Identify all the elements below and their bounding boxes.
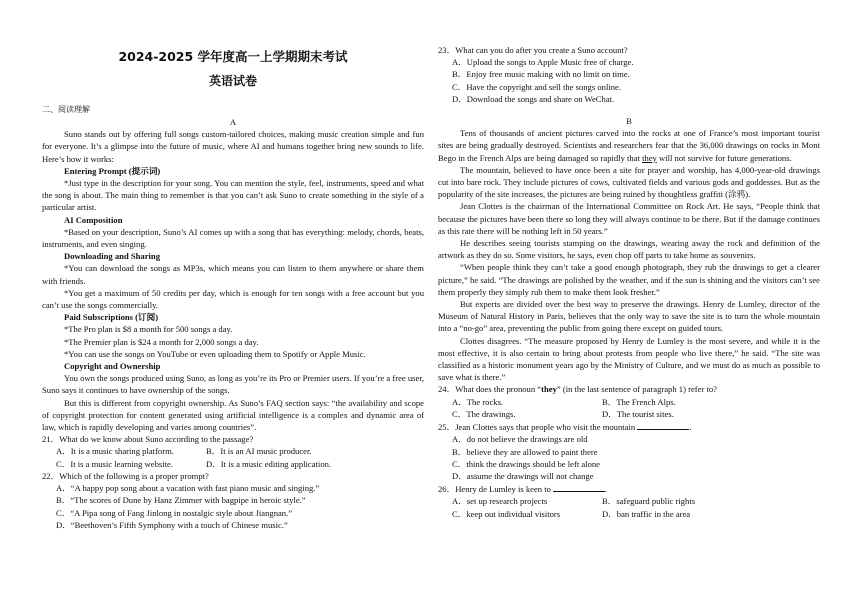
passage-b-para-6: But experts are divided over the best way to preserve the drawings. Henry de Lumley, director of the Museum of Natural History in Paris, believes that the only way to save the site is to turn the whole mountain into a “no-go” area, preventing the public from going there except on guided tours. [438,299,820,334]
q25-option-b: B．believe they are allowed to paint there [452,446,598,457]
passage-b-para-5: “When people think they can’t take a good enough photograph, they rub the drawings to get a clearer picture,” he said. “The drawings are polished by the weather, and if the sun is shining and the visitors can’t see them properly they simply rub them to make them look fresher.” [438,262,820,297]
q24-options-row2 [438,408,820,420]
q21-option-c: C．It is a music learning website. [56,458,173,469]
para-copyright-2: But this is different from copyright ownership. As Suno’s FAQ section says: “the availability and scope of copyright protection for content generated using artificial intelligence is a complex and dynamic area of law, which is rapidly developing and varies among countries”. [42,397,424,433]
q21-stem: 21．What do we know about Suno according to the passage? [42,434,254,445]
passage-a-label: A [229,117,237,127]
section-heading: 二、阅读理解 [42,105,90,114]
passage-b-para-4: He describes seeing tourists stamping on the drawings, wearing away the rock and definition of the artwork as they do so. Some visitors, he says, even chop off parts to take home as souvenirs. [438,238,820,261]
q22-option-a: A．“A happy pop song about a vacation with fast piano music and singing.” [56,483,320,494]
q24-stem [438,383,820,395]
para-download-1: *You can download the songs as MP3s, which means you can listen to them anywhere or share them with friends. [42,263,424,286]
q25-option-a: A．do not believe the drawings are old [452,434,588,445]
exam-subtitle: 英语试卷 [208,74,257,88]
q26-options-row1 [438,495,820,507]
passage-b-para-3: Jean Clottes is the chairman of the International Committee on Rock Art. He says, “People think that because the pictures have been there so long they will always continue to be there. But if the damage continues as this rate there will be nothing left in 50 years.” [438,201,820,236]
q26-options-row2 [438,508,820,520]
q25-stem-text: 25．Jean Clottes says that people who visit the mountain [438,422,636,433]
para-download-2: *You get a maximum of 50 credits per day, which is enough for ten songs with a free account but you can’t use the songs commercially. [42,287,424,311]
q21-option-a: A．It is a music sharing platform. [56,446,174,457]
q21-option-d: D．It is a music editing application. [206,458,332,469]
q24-stem-start: 24．What does the pronoun “ [438,384,542,395]
para-sub-1: *The Pro plan is $8 a month for 500 songs a day. [64,324,233,335]
para-prompt: *Just type in the description for your song. You can mention the style, feel, instruments, speed and what the song is about. The main thing to remember is that you can’t ask Suno to create something in the style of a particular artist. [42,178,424,213]
passage-b-para-1 [438,127,820,164]
q22-option-b: B．“The scores of Dune by Hanz Zimmer with bagpipe in heroic style.” [56,495,306,506]
q24-option-d: D．The tourist sites. [602,408,674,419]
passage-b-para-1-start: Tens of thousands of ancient pictures carved into the rocks at one of France’s most important tourist sites are being gradually destroyed. Scientists and researchers fear that the 36,000 drawings on rocks in Mont Bego in the French Alps are being damaged so rapidly that [438,128,820,163]
q22-option-c: C．“A Pipa song of Fang Jinlong in nostalgic style about Jiangnan.” [56,507,293,518]
q22-option-d: D．“Beethoven’s Fifth Symphony with a touch of Chinese music.” [56,519,288,530]
exam-title: 2024-2025 学年度高一上学期期末考试 [118,49,348,64]
q24-option-c: C．The drawings. [452,408,516,419]
heading-copyright: Copyright and Ownership [64,361,161,372]
q21-options-row1 [42,445,424,457]
answer-blank [637,420,689,430]
para-copyright-1: You own the songs produced using Suno, as long as you’re its Pro or Premier users. If you’re a free user, Suno says it continues to have ownership of the songs. [42,373,424,396]
passage-b-label: B [626,116,632,127]
q26-option-d: D．ban traffic in the area [602,508,691,519]
q24-stem-keyword: they [541,384,557,395]
q26-stem-text: 26．Henry de Lumley is keen to [438,484,551,495]
heading-subscriptions: Paid Subscriptions (订阅) [64,312,159,323]
passage-b-para-2: The mountain, believed to have once been a site for prayer and worship, has 4,000-year-old drawings cut into bare rock. They include pictures of cows, cultivated fields and various gods and goddesses. But as the popularity of the site increases, the pictures are being ruined by thoughtless graffiti (涂鸦). [438,164,820,200]
passage-a-intro: Suno stands out by offering full songs custom-tailored choices, making music creation simple and fun for everyone. It’s a glimpse into the future of music, where AI and humans together bring new sounds to life. Here’s how it works: [42,129,424,164]
para-ai-composition: *Based on your description, Suno’s AI comes up with a song that has everything: melody, chords, beats, instruments, and even singing. [42,226,424,250]
q23-option-d: D．Download the songs and share on WeChat. [452,93,615,104]
q21-option-b: B．It is an AI music producer. [206,446,312,457]
q22-stem: 22．Which of the following is a proper prompt? [42,470,209,481]
answer-blank [553,482,605,492]
para-sub-3: *You can use the songs on YouTube or even uploading them to Spotify or Apple Music. [64,348,366,359]
q26-stem: 26．Henry de Lumley is keen to . [438,484,608,495]
underlined-word-they: they [642,152,657,163]
heading-downloading: Downloading and Sharing [64,251,160,262]
q23-stem: 23．What can you do after you create a Suno account? [438,45,628,55]
q21-options-row2 [42,458,424,470]
passage-b-para-7: Clottes disagrees. “The measure proposed by Henry de Lumley is the most severe, and while it is the most effective, it is also certain to bring about protests from people who live there,” he said. “The site was classified as a historic monument years ago by the Ministry of Culture, and we must do as much as possible to save what is there.” [438,335,820,383]
q23-option-b: B．Enjoy free music making with no limit on time. [452,69,630,80]
q24-options-row1 [438,396,820,408]
heading-ai-composition: AI Composition [64,214,123,225]
q25-option-d: D．assume the drawings will not change [452,470,594,481]
q24-stem-end: ” (in the last sentence of paragraph 1) refer to? [556,384,717,395]
q26-option-c: C．keep out individual visitors [452,508,561,519]
q25-option-c: C．think the drawings should be left alone [452,458,600,469]
q26-option-a: A．set up research projects [452,496,548,507]
q26-option-b: B．safeguard public rights [602,496,696,507]
q24-option-b: B．The French Alps. [602,396,676,407]
passage-b-para-1-end: will not survive for future generations. [656,152,792,163]
para-sub-2: *The Premier plan is $24 a month for 2,000 songs a day. [64,336,259,347]
q24-option-a: A．The rocks. [452,396,504,407]
q23-option-c: C．Have the copyright and sell the songs online. [452,81,621,92]
q23-option-a: A．Upload the songs to Apple Music free of charge. [452,57,634,68]
q25-stem: 25．Jean Clottes says that people who visit the mountain . [438,422,692,433]
heading-prompt: Entering Prompt (提示词) [64,165,161,176]
right-column-body [438,44,820,520]
passage-a [42,116,424,531]
